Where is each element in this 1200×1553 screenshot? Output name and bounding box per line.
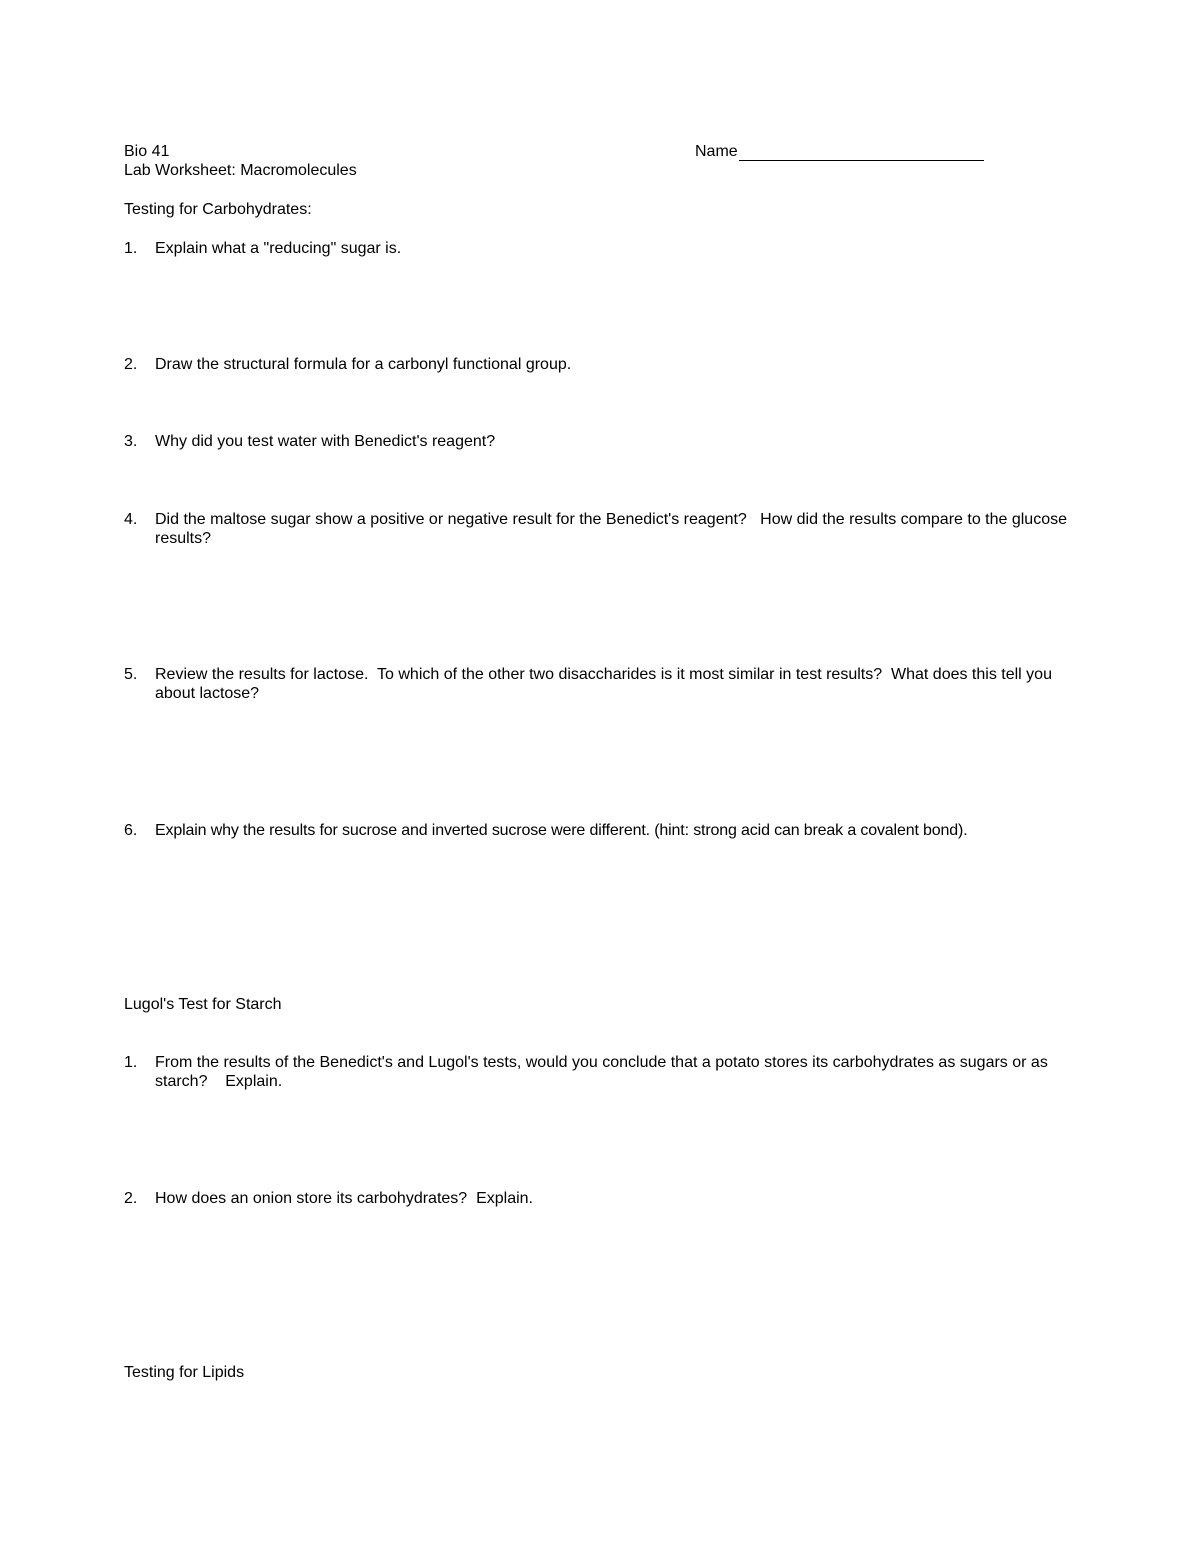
starch-question-2 xyxy=(124,1189,1084,1208)
name-field xyxy=(695,142,984,161)
question-number: 5. xyxy=(124,666,138,683)
name-label: Name xyxy=(695,143,738,160)
carb-question-6 xyxy=(124,821,1124,840)
question-number: 4. xyxy=(124,511,138,528)
question-text: Explain why the results for sucrose and inverted sucrose were different. (hint: strong acid can break a covalent bond). xyxy=(155,822,968,839)
starch-question-1 xyxy=(124,1053,1084,1091)
question-number: 2. xyxy=(124,1190,138,1207)
carb-question-1 xyxy=(124,239,1084,258)
carb-question-4 xyxy=(124,510,1084,548)
question-number: 2. xyxy=(124,356,138,373)
carb-question-3 xyxy=(124,432,1084,451)
question-text: Explain what a "reducing" sugar is. xyxy=(155,240,402,257)
question-text: Did the maltose sugar show a positive or negative result for the Benedict's reagent? How did the results compare to the glucose results? xyxy=(155,511,1072,547)
question-text: From the results of the Benedict's and Lugol's tests, would you conclude that a potato stores its carbohydrates as sugars or as starch? Explain. xyxy=(155,1054,1053,1090)
section-title-starch: Lugol's Test for Starch xyxy=(124,996,282,1013)
carb-question-2 xyxy=(124,355,1084,374)
carb-question-5 xyxy=(124,665,1084,703)
question-text: Draw the structural formula for a carbonyl functional group. xyxy=(155,356,572,373)
name-blank-line xyxy=(739,145,984,161)
question-number: 3. xyxy=(124,433,138,450)
question-number: 1. xyxy=(124,240,138,257)
course-label: Bio 41 xyxy=(124,143,170,160)
question-text: Why did you test water with Benedict's reagent? xyxy=(155,433,496,450)
question-number: 1. xyxy=(124,1054,138,1071)
worksheet-title: Lab Worksheet: Macromolecules xyxy=(124,162,357,179)
section-title-carbohydrates: Testing for Carbohydrates: xyxy=(124,201,312,218)
question-number: 6. xyxy=(124,822,138,839)
question-text: Review the results for lactose. To which of the other two disaccharides is it most similar in test results? What does this tell you about lactose? xyxy=(155,666,1057,702)
question-text: How does an onion store its carbohydrates? Explain. xyxy=(155,1190,533,1207)
section-title-lipids: Testing for Lipids xyxy=(124,1364,245,1381)
